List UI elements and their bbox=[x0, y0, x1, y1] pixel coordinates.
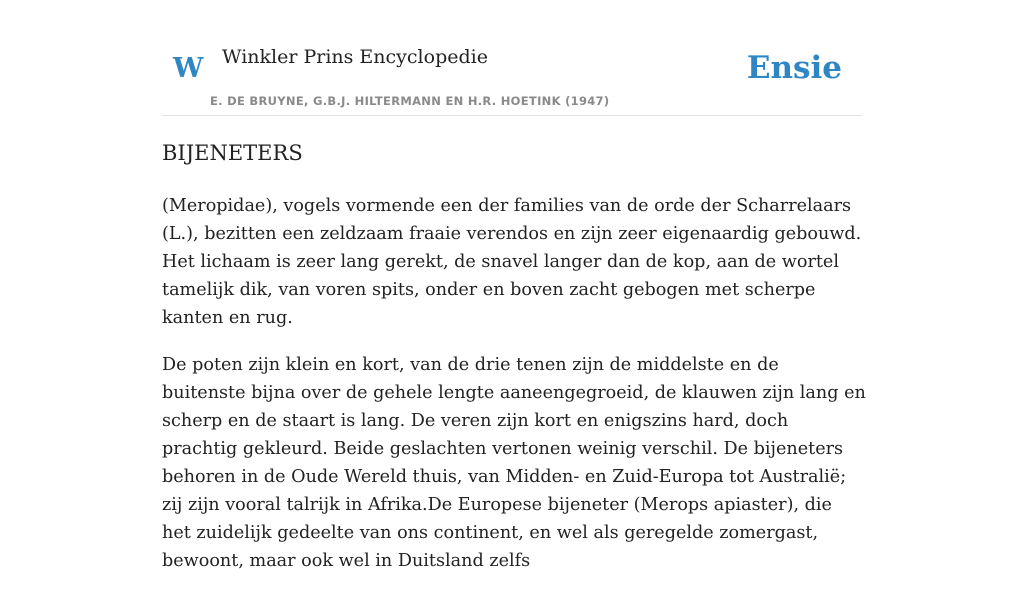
article-title: BIJENETERS bbox=[162, 141, 303, 165]
site-brand-logo[interactable]: Ensie bbox=[746, 50, 842, 86]
publication-header bbox=[162, 40, 862, 116]
article-paragraph: (Meropidae), vogels vormende een der families van de orde der Scharrelaars (L.), bezitten een zeldzaam fraaie verendos en zijn zeer eigenaardig gebouwd. Het lichaam is zeer lang gerekt, de snavel langer dan de kop, aan de wortel tamelijk dik, van voren spits, onder en boven zacht gebogen met scherpe kanten en rug. bbox=[162, 196, 862, 328]
article-paragraph: De poten zijn klein en kort, van de drie tenen zijn de middelste en de buitenste bijna over de gehele lengte aaneengegroeid, de klauwen zijn lang en scherp en de staart is lang. De veren zijn kort en enigszins hard, doch prachtig gekleurd. Beide geslachten vertonen weinig verschil. De bijeneters behoren in de Oude Wereld thuis, van Midden- en Zuid-Europa tot Australië; zij zijn vooral talrijk in Afrika.De Europese bijeneter (Merops apiaster), die het zuidelijk gedeelte van ons continent, en wel als geregelde zomergast, bewoont, maar ook wel in Duitsland zelfs bbox=[162, 355, 866, 571]
article-body bbox=[162, 192, 866, 594]
publication-authors: E. DE BRUYNE, G.B.J. HILTERMANN EN H.R. HOETINK (1947) bbox=[210, 94, 610, 108]
publication-logo-icon[interactable]: W bbox=[173, 53, 204, 84]
publication-title[interactable]: Winkler Prins Encyclopedie bbox=[222, 46, 488, 68]
